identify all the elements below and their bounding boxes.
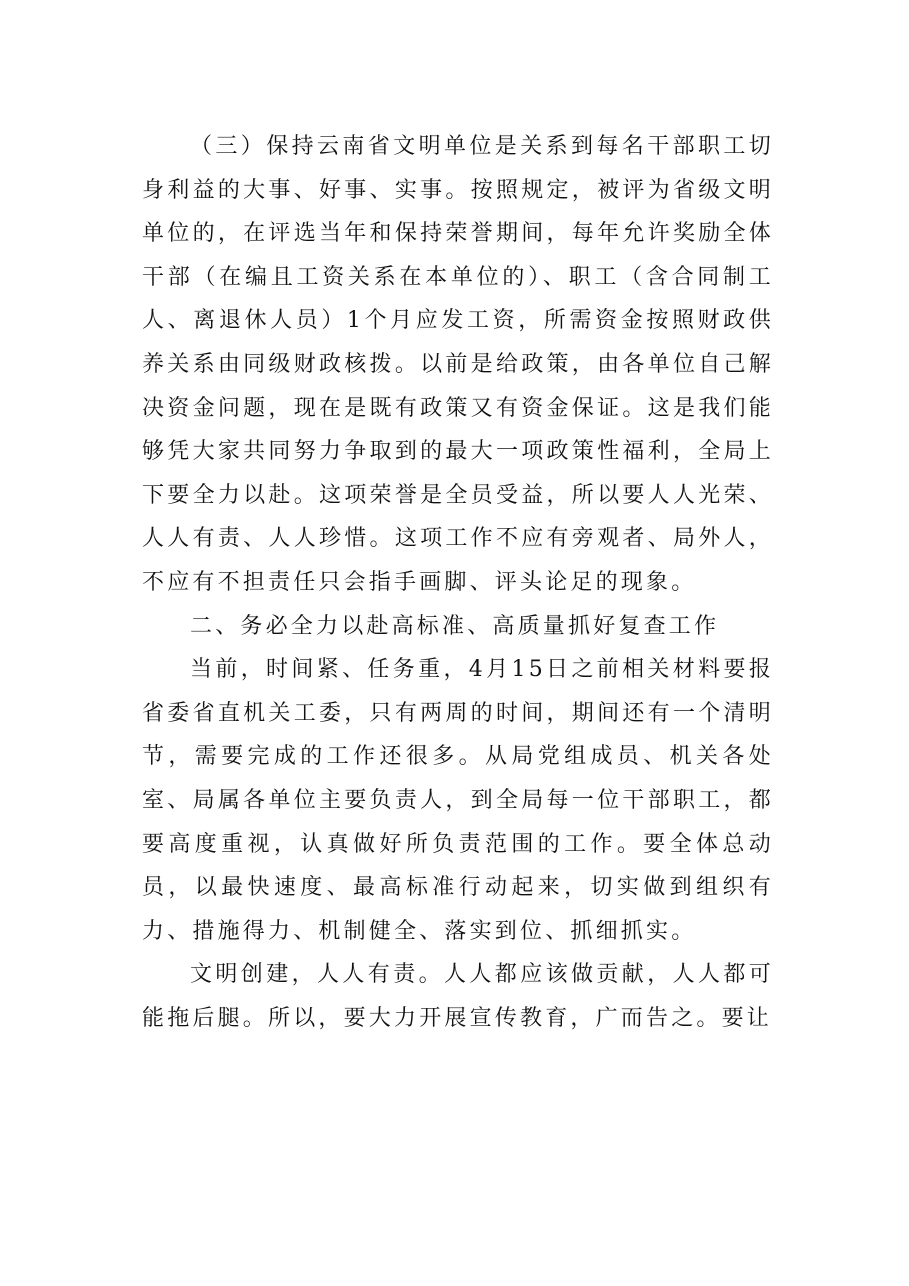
paragraph-civilized-unit-benefits: （三）保持云南省文明单位是关系到每名干部职工切身利益的大事、好事、实事。按照规定，被评为省级文明单位的，在评选当年和保持荣誉期间，每年允许奖励全体干部（在编且工资关系在本单位的）、职工（含合同制工人、离退休人员）1个月应发工资，所需资金按照财政供养关系由同级财政核拨。以前是给政策，由各单位自己解决资金问题，现在是既有政策又有资金保证。这是我们能够凭大家共同努力争取到的最大一项政策性福利，全局上下要全力以赴。这项荣誉是全员受益，所以要人人光荣、人人有责、人人珍惜。这项工作不应有旁观者、局外人，不应有不担责任只会指手画脚、评头论足的现象。 <box>142 134 774 595</box>
paragraph-everyone-responsible: 文明创建，人人有责。人人都应该做贡献，人人都可能拖后腿。所以，要大力开展宣传教育，广而告之。要让 <box>142 962 774 1031</box>
document-body <box>142 125 774 1040</box>
paragraph-time-urgent-tasks: 当前，时间紧、任务重，4月15日之前相关材料要报省委省直机关工委，只有两周的时间，期间还有一个清明节，需要完成的工作还很多。从局党组成员、机关各处室、局属各单位主要负责人，到全局每一位干部职工，都要高度重视，认真做好所负责范围的工作。要全体总动员，以最快速度、最高标准行动起来，切实做到组织有力、措施得力、机制健全、落实到位、抓细抓实。 <box>142 657 774 944</box>
section-heading-review-work: 二、务必全力以赴高标准、高质量抓好复查工作 <box>190 613 720 639</box>
